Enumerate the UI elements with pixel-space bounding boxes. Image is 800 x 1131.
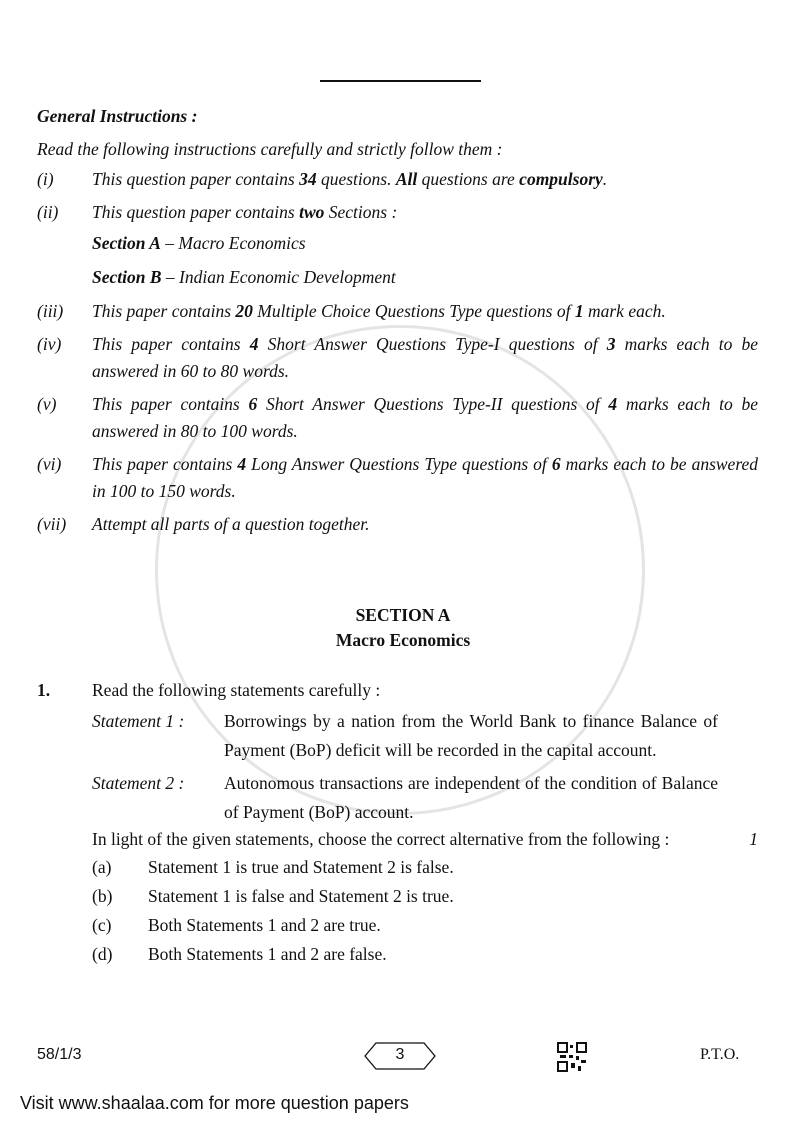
instruction-text: [92, 451, 758, 505]
instruction-text-segment: questions are: [417, 169, 520, 189]
instruction-text: [92, 391, 758, 445]
instruction-text: [92, 166, 758, 193]
instruction-text-segment: 4: [608, 394, 618, 414]
instruction-item: [37, 166, 758, 193]
instruction-text-segment: 6: [248, 394, 258, 414]
instruction-number: (v): [37, 394, 57, 414]
section-subtitle: Macro Economics: [335, 630, 471, 650]
instruction-text-segment: Long Answer Questions Type questions of: [246, 454, 552, 474]
instruction-text-segment: This paper contains: [92, 394, 249, 414]
section-b-line: [37, 260, 758, 294]
instruction-item: [37, 451, 758, 505]
statement-2-label: Statement 2 :: [92, 773, 185, 793]
instruction-number: (vii): [37, 514, 67, 534]
instruction-text-segment: This question paper contains: [92, 169, 300, 189]
pto-label: P.T.O.: [700, 1046, 740, 1063]
instruction-text-segment: 34: [299, 169, 317, 189]
option-b-label: (b): [92, 886, 113, 906]
instructions-intro: Read the following instructions carefully and strictly follow them :: [37, 139, 503, 159]
instruction-number: (iv): [37, 334, 62, 354]
instruction-item: [37, 511, 758, 538]
option-d-label: (d): [92, 944, 113, 964]
instructions-list: [37, 166, 758, 538]
general-instructions: [37, 100, 758, 544]
instruction-text: [92, 298, 758, 325]
instruction-text-segment: This paper contains: [92, 334, 250, 354]
instruction-item: [37, 331, 758, 385]
question-prompt: In light of the given statements, choose the correct alternative from the following :: [92, 829, 670, 849]
top-rule: [320, 80, 481, 82]
instruction-number: (iii): [37, 301, 64, 321]
instruction-text-segment: Short Answer Questions Type-II questions of: [257, 394, 609, 414]
section-title: SECTION A: [355, 605, 451, 625]
instruction-text-segment: 1: [574, 301, 584, 321]
instruction-text-segment: mark each.: [583, 301, 666, 321]
instruction-item: [37, 391, 758, 445]
instruction-text-segment: questions.: [316, 169, 396, 189]
instruction-text: [92, 511, 758, 538]
instruction-text-segment: marks each to be answered in 80 to 100 words.: [92, 394, 758, 441]
instruction-text-segment: marks each to be answered in 60 to 80 words.: [92, 334, 758, 381]
instructions-heading: General Instructions :: [37, 106, 198, 126]
qr-code-icon: [557, 1042, 587, 1072]
statement-1-text: Borrowings by a nation from the World Bank to finance Balance of Payment (BoP) deficit will be recorded in the capital account.: [224, 711, 718, 760]
statement-2-text: Autonomous transactions are independent of the condition of Balance of Payment (BoP) account.: [224, 773, 718, 822]
instruction-text-segment: two: [299, 202, 325, 222]
instruction-text-segment: 20: [235, 301, 253, 321]
instruction-text-segment: .: [602, 169, 608, 189]
option-d-text: Both Statements 1 and 2 are false.: [148, 944, 387, 964]
section-name: Section A: [92, 233, 161, 253]
option-c-label: (c): [92, 915, 112, 935]
instruction-text-segment: Attempt all parts of a question together.: [92, 514, 370, 534]
option-a-label: (a): [92, 857, 112, 877]
instruction-text-segment: This question paper contains: [92, 202, 300, 222]
section-description: – Indian Economic Development: [161, 267, 396, 287]
option-c-text: Both Statements 1 and 2 are true.: [148, 915, 381, 935]
instruction-text: [92, 199, 758, 226]
instruction-text-segment: Sections :: [324, 202, 398, 222]
instruction-item: [37, 199, 758, 226]
section-a-line: [37, 226, 758, 260]
option-a-text: Statement 1 is true and Statement 2 is false.: [148, 857, 454, 877]
instruction-text-segment: compulsory: [519, 169, 603, 189]
instruction-text-segment: 6: [551, 454, 561, 474]
instruction-number: (vi): [37, 454, 62, 474]
question-text: Read the following statements carefully :: [92, 680, 381, 700]
question-number: 1.: [37, 680, 51, 700]
marks: 1: [749, 829, 758, 849]
instruction-text-segment: This paper contains: [92, 301, 236, 321]
instruction-text-segment: 4: [237, 454, 247, 474]
instruction-text-segment: All: [395, 169, 418, 189]
instruction-text: [92, 331, 758, 385]
instruction-text-segment: Short Answer Questions Type-I questions of: [258, 334, 607, 354]
instruction-text-segment: Multiple Choice Questions Type questions of: [252, 301, 575, 321]
instruction-text-segment: 4: [249, 334, 259, 354]
page-number: 3: [395, 1046, 405, 1063]
instruction-text-segment: marks each to be answered in 100 to 150 words.: [92, 454, 759, 501]
instruction-item: [37, 298, 758, 325]
option-b-text: Statement 1 is false and Statement 2 is true.: [148, 886, 454, 906]
paper-code: 58/1/3: [37, 1046, 82, 1063]
instruction-number: (ii): [37, 202, 59, 222]
section-description: – Macro Economics: [160, 233, 306, 253]
instruction-text-segment: 3: [606, 334, 616, 354]
visit-link-text[interactable]: Visit www.shaalaa.com for more question papers: [20, 1093, 409, 1113]
instruction-text-segment: This paper contains: [92, 454, 238, 474]
section-name: Section B: [92, 267, 162, 287]
instruction-number: (i): [37, 169, 54, 189]
question-1: [37, 678, 758, 969]
statement-1-label: Statement 1 :: [92, 711, 185, 731]
